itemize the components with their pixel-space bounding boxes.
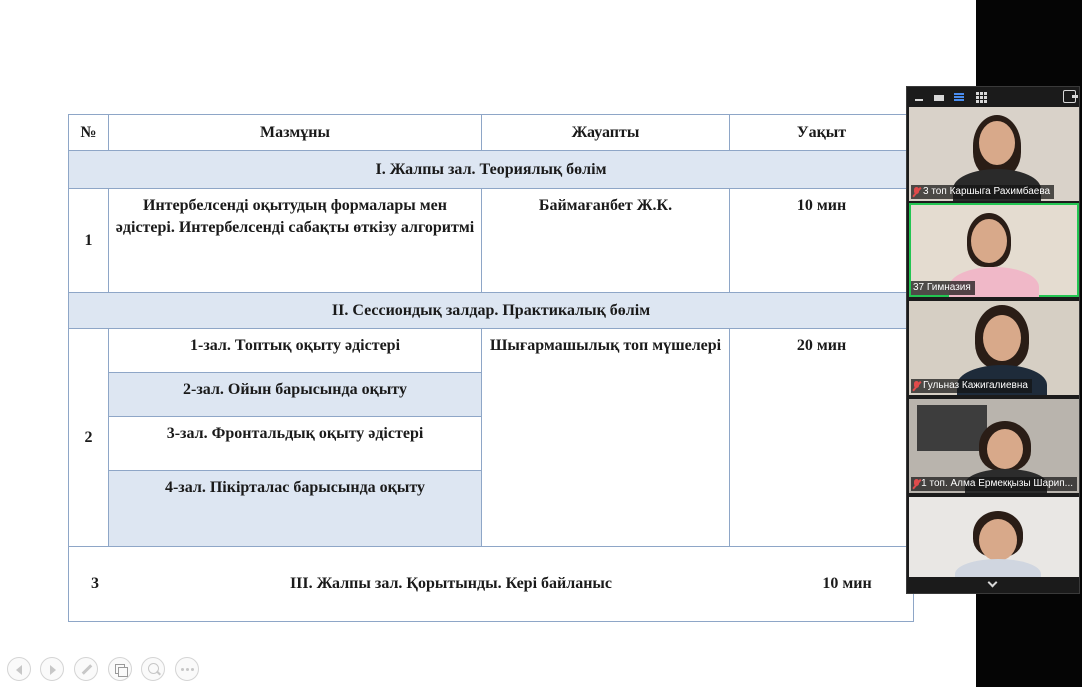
row-2-responsible: Шығармашылық топ мүшелері [482,329,730,547]
previous-slide-icon[interactable] [7,657,31,681]
zoom-toolbar [907,87,1079,107]
zoom-participants-panel [906,86,1080,594]
next-slide-icon[interactable] [40,657,64,681]
row-3-content: ІІІ. Жалпы зал. Қорытынды. Кері байланыс [289,575,613,592]
exit-view-icon[interactable] [1063,90,1076,103]
participant-tile[interactable] [909,203,1079,297]
participant-name: 3 топ Каршыга Рахимбаева [911,185,1054,199]
row-2-time: 20 мин [730,329,913,547]
participant-tile[interactable] [909,301,1079,395]
row-3-time: 10 мин [822,575,872,592]
muted-mic-icon [913,479,918,489]
schedule-table [68,114,914,622]
section-2-title: ІІ. Сессиондық залдар. Практикалық бөлім [69,293,913,329]
participant-name: 37 Гимназия [911,281,975,295]
hall-3: 3-зал. Фронтальдық оқыту әдістері [109,417,482,471]
muted-mic-icon [913,381,920,391]
slides-view-icon[interactable] [108,657,132,681]
participant-tile[interactable] [909,399,1079,493]
gallery-view-icon[interactable] [975,91,987,103]
row-3-number: 3 [91,575,99,592]
row-1-content: Интербелсенді оқытудың формалары мен әдістері. Интербелсенді сабақты өткізу алгоритмі [109,189,482,293]
muted-mic-icon [913,187,920,197]
row-1-time: 10 мин [730,189,913,293]
hall-4: 4-зал. Пікірталас барысында оқыту [109,471,482,547]
more-options-icon[interactable] [175,657,199,681]
row-1-number: 1 [69,189,109,293]
header-number: № [69,115,109,151]
magnifier-icon[interactable] [141,657,165,681]
participant-tile[interactable] [909,497,1079,577]
row-1-responsible: Баймағанбет Ж.К. [482,189,730,293]
speaker-view-icon[interactable] [953,91,965,103]
chevron-down-icon[interactable] [987,579,997,589]
header-responsible: Жауапты [482,115,730,151]
participant-name: Гульназ Кажигалиевна [911,379,1032,393]
minimize-icon[interactable] [913,91,925,103]
hall-1: 1-зал. Топтық оқыту әдістері [109,329,482,373]
fullscreen-icon[interactable] [933,91,945,103]
section-1-title: І. Жалпы зал. Теориялық бөлім [69,151,913,189]
hall-2: 2-зал. Ойын барысында оқыту [109,373,482,417]
participant-name: 1 топ. Алма Ермекқызы Шарип... [911,477,1077,491]
pen-icon[interactable] [74,657,98,681]
participant-tile[interactable] [909,107,1079,201]
header-time: Уақыт [730,115,913,151]
row-2-number: 2 [69,329,109,547]
header-content: Мазмұны [109,115,482,151]
